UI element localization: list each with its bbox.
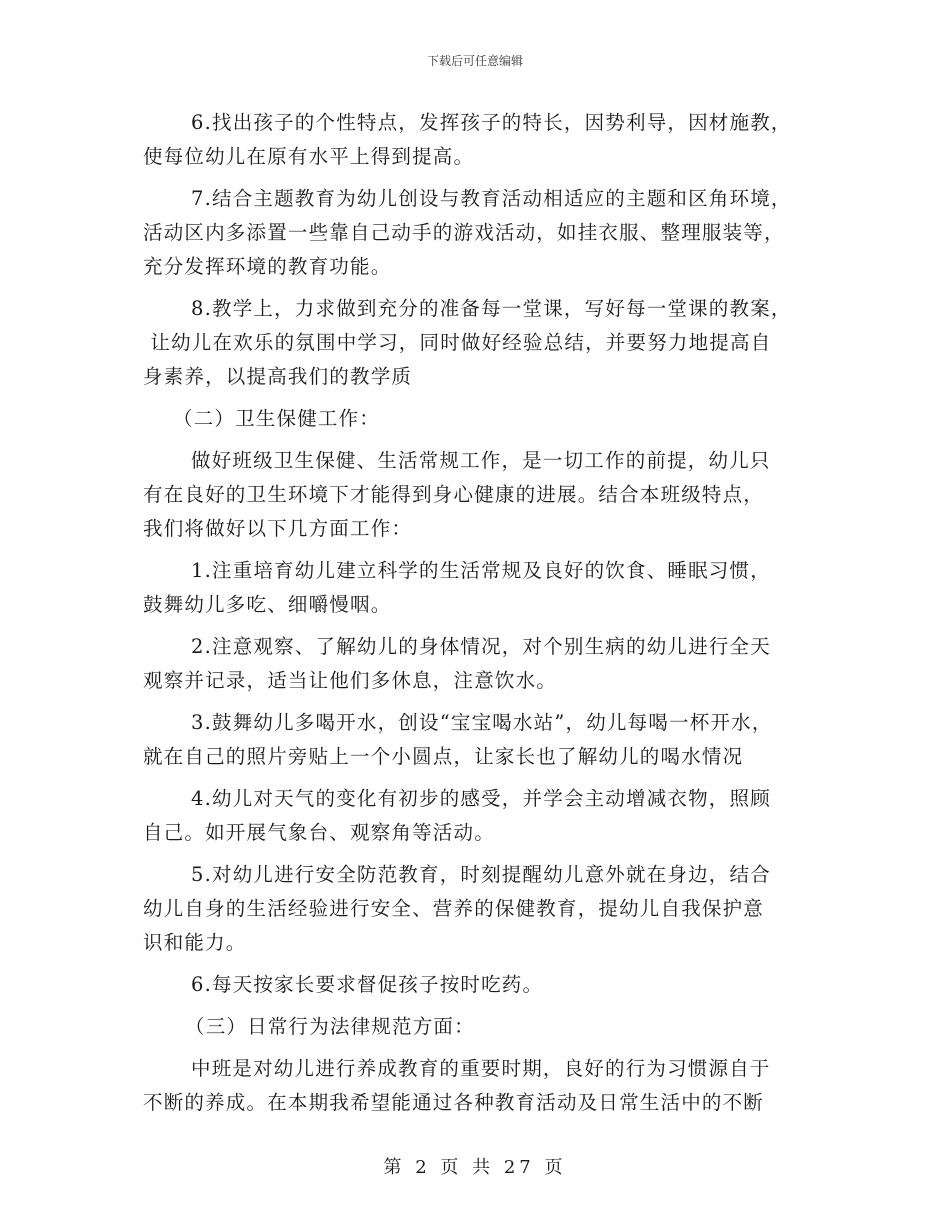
paragraph-line: 8.教学上，力求做到充分的准备每一堂课，写好每一堂课的教案， [191, 297, 792, 320]
paragraph-line: 自己。如开展气象台、观察角等活动。 [143, 821, 495, 844]
paragraph-line: 7.结合主题教育为幼儿创设与教育活动相适应的主题和区角环境， [191, 187, 792, 210]
paragraph-line: 做好班级卫生保健、生活常规工作，是一切工作的前提，幼儿只 [191, 449, 771, 472]
download-note: 下载后可任意编辑 [426, 54, 523, 68]
page-number: 第 2 页 共 27 页 [383, 1157, 567, 1178]
paragraph-line: 6.每天按家长要求督促孩子按时吃药。 [191, 973, 544, 996]
paragraph-line: 有在良好的卫生环境下才能得到身心健康的进展。结合本班级特点， [143, 483, 765, 506]
paragraph-line: 中班是对幼儿进行养成教育的重要时期，良好的行为习惯源自于 [191, 1057, 771, 1080]
paragraph-line: 3.鼓舞幼儿多喝开水，创设“宝宝喝水站”，幼儿每喝一杯开水， [191, 711, 773, 734]
paragraph-line: 身素养，以提高我们的教学质 [143, 365, 413, 388]
paragraph-line: 识和能力。 [143, 931, 247, 954]
section-heading: （三）日常行为法律规范方面： [185, 1015, 475, 1038]
paragraph-line: 观察并记录，适当让他们多休息，注意饮水。 [143, 669, 558, 692]
paragraph-line: 鼓舞幼儿多吃、细嚼慢咽。 [143, 593, 392, 616]
paragraph-line: 6.找出孩子的个性特点，发挥孩子的特长，因势利导，因材施教， [191, 111, 792, 134]
paragraph-line: 2.注意观察、了解幼儿的身体情况，对个别生病的幼儿进行全天 [191, 635, 771, 658]
document-body [143, 106, 815, 1120]
section-heading: （二）卫生保健工作： [173, 407, 381, 430]
paragraph-line: 活动区内多添置一些靠自己动手的游戏活动，如挂衣服、整理服装等， [143, 221, 785, 244]
paragraph-line: 5.对幼儿进行安全防范教育，时刻提醒幼儿意外就在身边，结合 [191, 863, 771, 886]
paragraph-line: 不断的养成。在本期我希望能通过各种教育活动及日常生活中的不断 [143, 1091, 765, 1114]
paragraph-line: 让幼儿在欢乐的氛围中学习，同时做好经验总结，并要努力地提高自 [143, 331, 772, 354]
paragraph-line: 我们将做好以下几方面工作： [143, 517, 413, 540]
paragraph-line: 使每位幼儿在原有水平上得到提高。 [143, 145, 475, 168]
paragraph-line: 幼儿自身的生活经验进行安全、营养的保健教育，提幼儿自我保护意 [143, 897, 765, 920]
paragraph-line: 就在自己的照片旁贴上一个小圆点，让家长也了解幼儿的喝水情况 [143, 745, 744, 768]
paragraph-line: 1.注重培育幼儿建立科学的生活常规及良好的饮食、睡眠习惯， [191, 559, 771, 582]
paragraph-line: 4.幼儿对天气的变化有初步的感受，并学会主动增减衣物，照顾 [191, 787, 771, 810]
paragraph-line: 充分发挥环境的教育功能。 [143, 255, 392, 278]
